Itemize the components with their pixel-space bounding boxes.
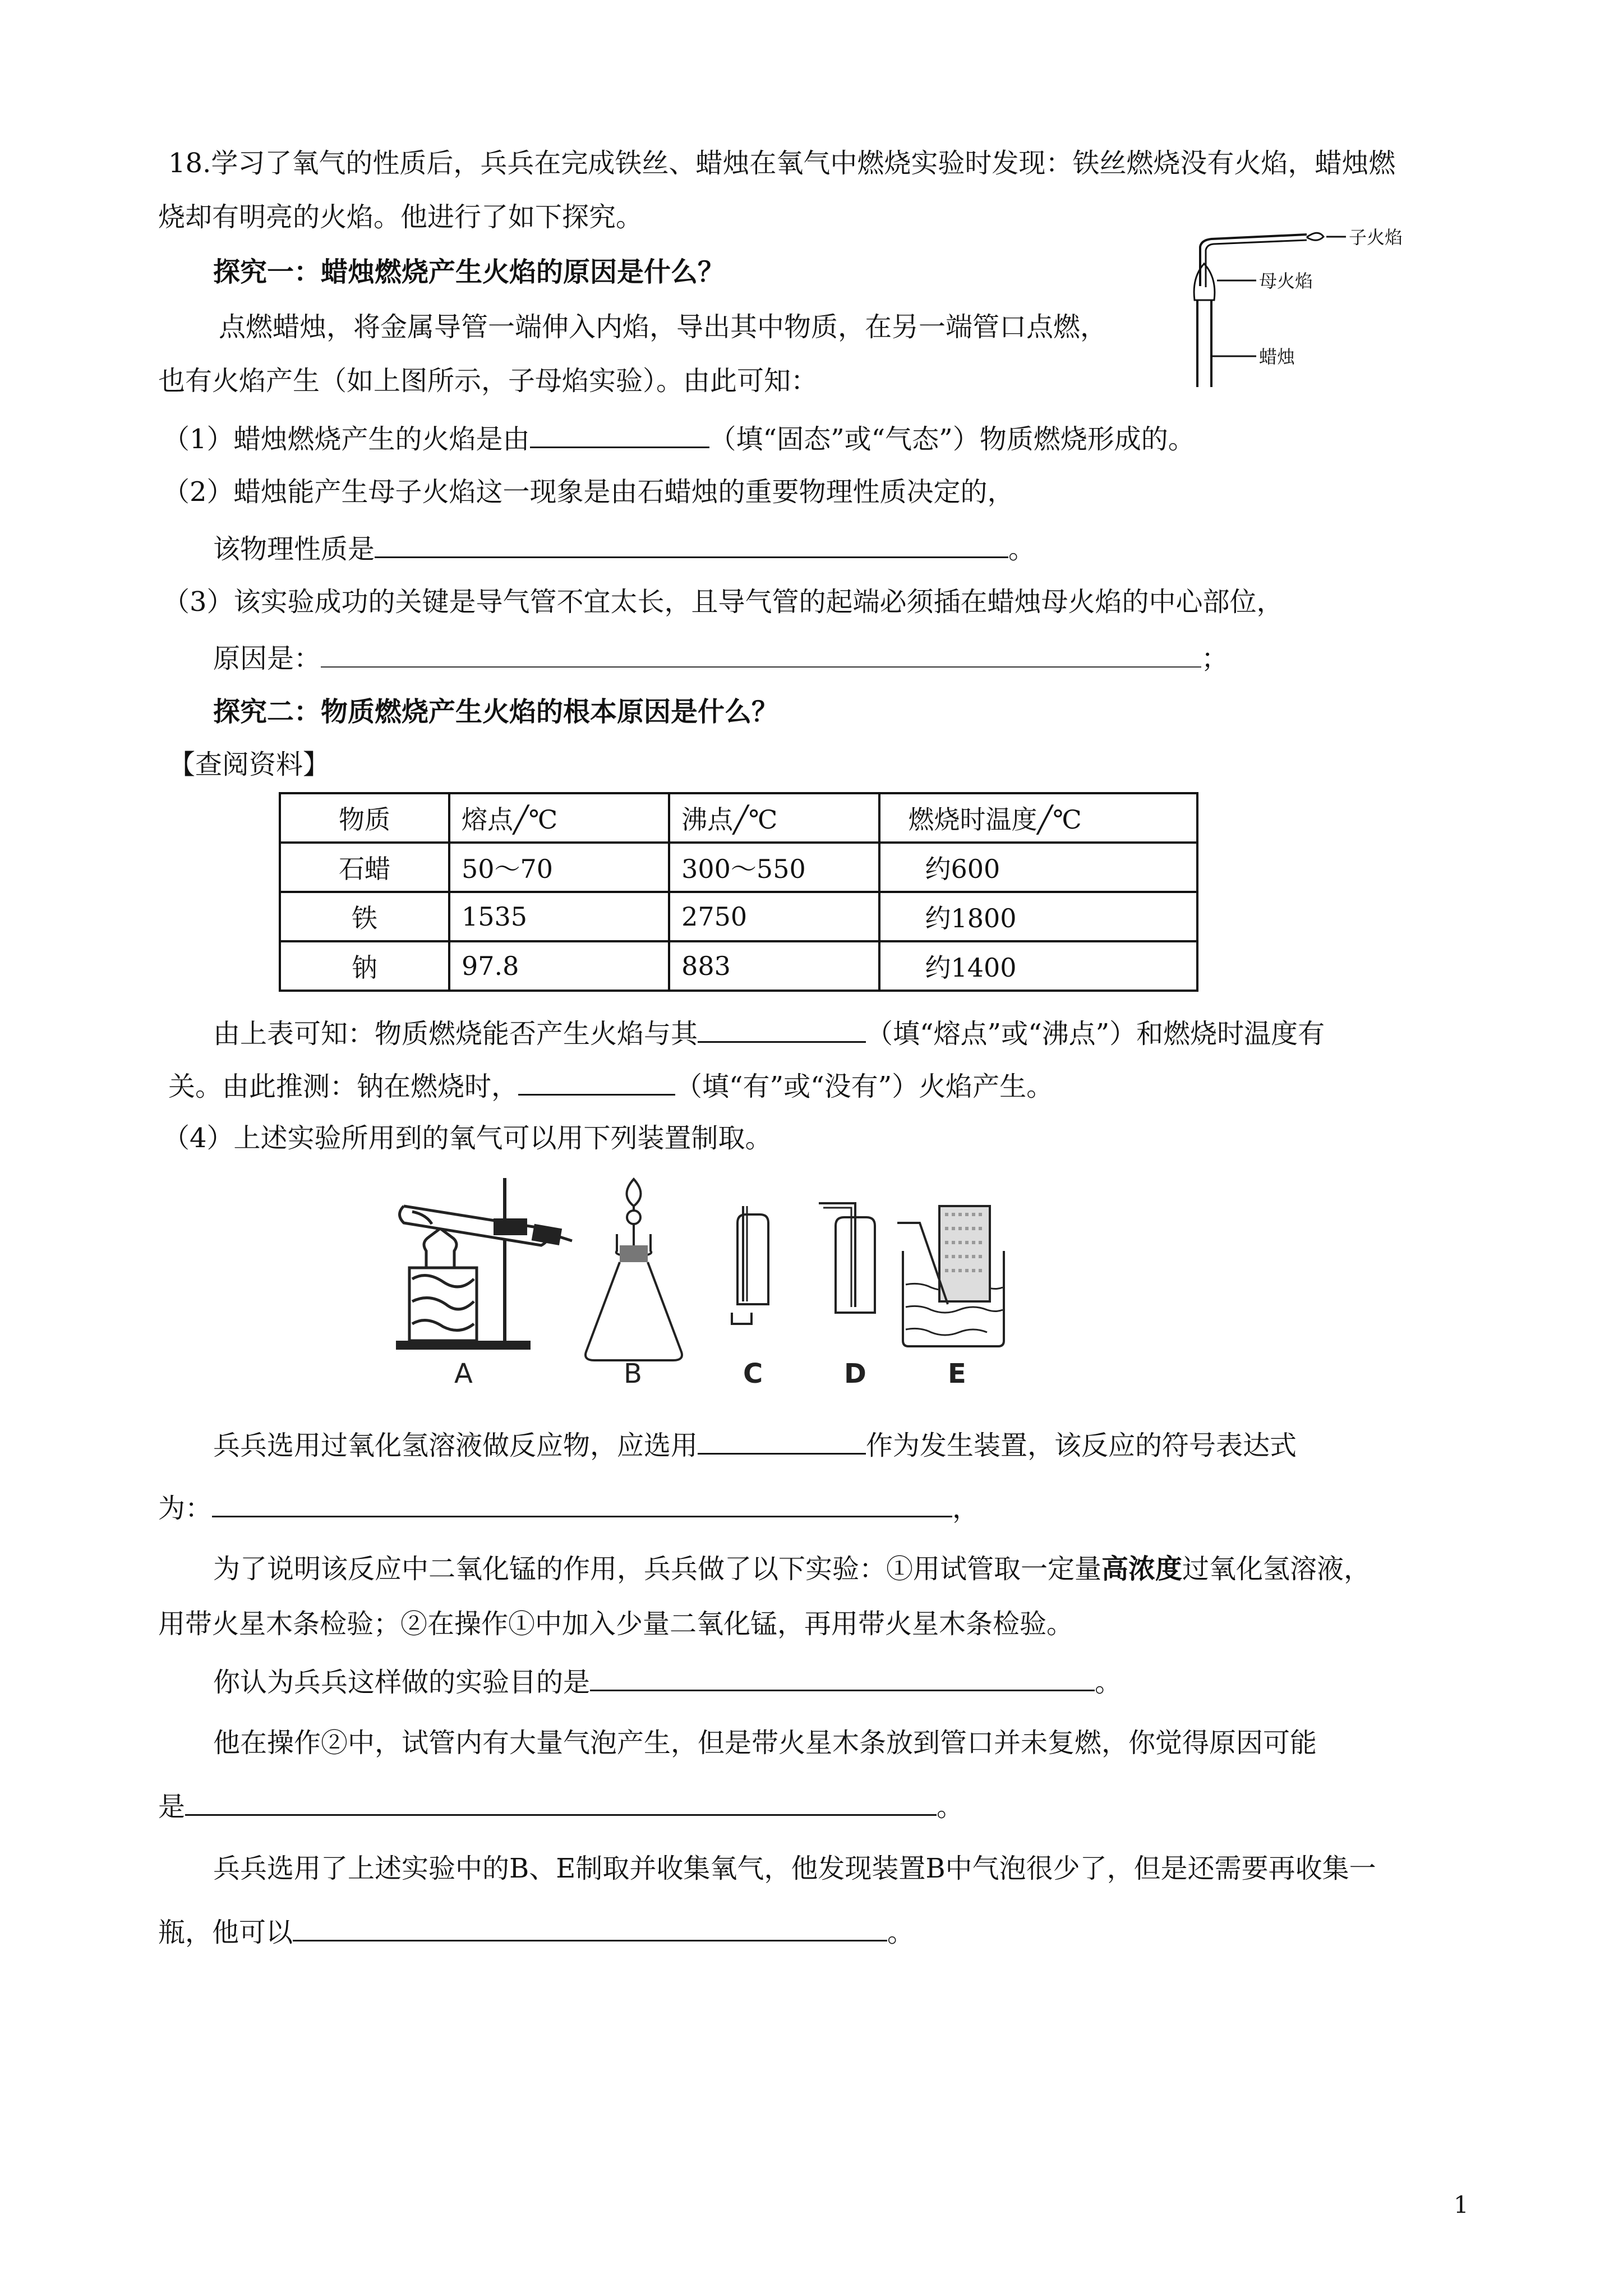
q4-part5-line2 <box>158 1912 914 1951</box>
q4-part4-line1: 他在操作②中，试管内有大量气泡产生，但是带火星木条放到管口并未复燃，你觉得原因可能 <box>213 1727 1317 1759</box>
question-intro-line2: 烧却有明亮的火焰。他进行了如下探究。 <box>158 201 643 233</box>
table-cell: 97.8 <box>449 941 669 991</box>
table-header-cell: 物质 <box>280 793 449 843</box>
table-header-cell: 沸点╱℃ <box>669 793 879 843</box>
q4-part1-suffix: 作为发生装置，该反应的符号表达式 <box>866 1430 1297 1461</box>
apparatus-label-c: C <box>743 1358 763 1389</box>
table-cell: 约600 <box>879 843 1198 892</box>
q3-prefix: 原因是： <box>213 643 321 674</box>
q4-part1-line1 <box>213 1425 1297 1464</box>
conclusion-prefix: 由上表可知：物质燃烧能否产生火焰与其 <box>213 1018 698 1050</box>
inquiry1-text-line1: 点燃蜡烛，将金属导管一端伸入内焰，导出其中物质，在另一端管口点燃， <box>219 311 1108 343</box>
q4-part4-prefix: 是 <box>158 1791 186 1823</box>
mother-flame-label: 母火焰 <box>1259 270 1313 292</box>
q3-line1: （3）该实验成功的关键是导气管不宜太长，且导气管的起端必须插在蜡烛母火焰的中心部位， <box>163 586 1284 618</box>
q3-answer-blank[interactable] <box>321 638 1201 668</box>
q4-expression-blank[interactable] <box>212 1488 952 1517</box>
child-flame-label: 子火焰 <box>1349 227 1403 248</box>
table-header-cell: 燃烧时温度╱℃ <box>879 793 1198 843</box>
table-cell: 钠 <box>280 941 449 991</box>
q1-prefix: （1）蜡烛燃烧产生的火焰是由 <box>163 424 530 455</box>
page-number: 1 <box>1454 2191 1469 2219</box>
q2-line2 <box>213 528 1035 568</box>
table-row <box>280 843 1197 892</box>
apparatus-d-drawing <box>819 1203 875 1313</box>
conclusion-line2-prefix: 关。由此推测：钠在燃烧时， <box>168 1071 519 1102</box>
q4-part2-line1 <box>213 1550 1371 1588</box>
q4-device-blank[interactable] <box>698 1425 866 1455</box>
q4-part1-line2-prefix: 为： <box>158 1493 213 1524</box>
apparatus-figure <box>393 1172 1178 1397</box>
q4-part1-line2-suffix: ， <box>952 1493 980 1524</box>
apparatus-label-b: B <box>624 1358 642 1389</box>
conclusion-blank-2[interactable] <box>518 1066 675 1096</box>
q4-part5-prefix: 瓶，他可以 <box>158 1917 293 1948</box>
reference-label: 【查阅资料】 <box>168 749 330 780</box>
table-cell: 50～70 <box>449 843 669 892</box>
conclusion-line1 <box>213 1013 1325 1052</box>
q4-part4-suffix: 。 <box>937 1791 964 1823</box>
table-cell: 883 <box>669 941 879 991</box>
apparatus-a-drawing <box>396 1178 572 1350</box>
q2-prefix: 该物理性质是 <box>213 533 375 565</box>
q3-suffix: ； <box>1201 643 1229 674</box>
table-cell: 1535 <box>449 892 669 941</box>
q2-line1: （2）蜡烛能产生母子火焰这一现象是由石蜡烛的重要物理性质决定的， <box>163 476 1015 508</box>
q4-part3-suffix: 。 <box>1095 1667 1122 1698</box>
q4-part1-prefix: 兵兵选用过氧化氢溶液做反应物，应选用 <box>213 1430 698 1461</box>
conclusion-suffix: （填“熔点”或“沸点”）和燃烧时温度有 <box>866 1018 1325 1050</box>
q4-text: （4）上述实验所用到的氧气可以用下列装置制取。 <box>163 1122 772 1154</box>
q4-part2-bold: 高浓度 <box>1101 1553 1183 1585</box>
apparatus-label-d: D <box>844 1358 866 1389</box>
apparatus-label-e: E <box>948 1358 966 1389</box>
q4-method-blank[interactable] <box>293 1912 887 1941</box>
apparatus-b-drawing <box>585 1179 682 1360</box>
conclusion-blank-1[interactable] <box>698 1013 866 1043</box>
apparatus-c-drawing <box>732 1206 768 1324</box>
table-cell: 铁 <box>280 892 449 941</box>
conclusion-line2 <box>168 1066 1053 1105</box>
q4-part3-line <box>213 1662 1122 1701</box>
q4-part4-line2 <box>158 1786 963 1825</box>
table-cell: 石蜡 <box>280 843 449 892</box>
inquiry2-heading: 探究二：物质燃烧产生火焰的根本原因是什么？ <box>213 696 779 728</box>
table-cell: 约1800 <box>879 892 1198 941</box>
q4-part1-line2 <box>158 1488 979 1527</box>
melting-boiling-table <box>279 792 1198 992</box>
conclusion-line2-suffix: （填“有”或“没有”）火焰产生。 <box>675 1071 1054 1102</box>
apparatus-e-drawing <box>897 1206 1004 1346</box>
q2-answer-blank[interactable] <box>375 528 1008 558</box>
candle-label: 蜡烛 <box>1259 346 1295 367</box>
q4-part5-suffix: 。 <box>887 1917 915 1948</box>
table-cell: 约1400 <box>879 941 1198 991</box>
table-row <box>280 892 1197 941</box>
q4-part3-prefix: 你认为兵兵这样做的实验目的是 <box>213 1667 591 1698</box>
q4-part5-line1: 兵兵选用了上述实验中的B、E制取并收集氧气，他发现装置B中气泡很少了，但是还需要再收集一 <box>213 1853 1376 1884</box>
q1-line <box>163 418 1195 458</box>
q4-part2-a: 为了说明该反应中二氧化锰的作用，兵兵做了以下实验：①用试管取一定量 <box>213 1553 1102 1585</box>
q4-reason-blank[interactable] <box>185 1786 937 1816</box>
q1-answer-blank[interactable] <box>530 418 709 448</box>
inquiry1-text-line2: 也有火焰产生（如上图所示，子母焰实验）。由此可知： <box>158 365 818 397</box>
q4-part2-line2: 用带火星木条检验；②在操作①中加入少量二氧化锰，再用带火星木条检验。 <box>158 1608 1074 1640</box>
q2-suffix: 。 <box>1008 533 1036 565</box>
inquiry1-heading: 探究一：蜡烛燃烧产生火焰的原因是什么？ <box>213 256 725 288</box>
q3-line2 <box>213 638 1228 677</box>
table-row <box>280 941 1197 991</box>
question-intro-line1: 18.学习了氧气的性质后，兵兵在完成铁丝、蜡烛在氧气中燃烧实验时发现：铁丝燃烧没有火焰，蜡烛燃 <box>168 148 1396 179</box>
q4-part2-b: 过氧化氢溶液， <box>1182 1553 1371 1585</box>
candle-flame-figure <box>1166 224 1436 393</box>
table-cell: 2750 <box>669 892 879 941</box>
table-header-row <box>280 793 1197 843</box>
apparatus-label-a: A <box>454 1358 473 1389</box>
q1-suffix: （填“固态”或“气态”）物质燃烧形成的。 <box>709 424 1195 455</box>
q4-purpose-blank[interactable] <box>590 1662 1095 1691</box>
table-cell: 300～550 <box>669 843 879 892</box>
table-header-cell: 熔点╱℃ <box>449 793 669 843</box>
